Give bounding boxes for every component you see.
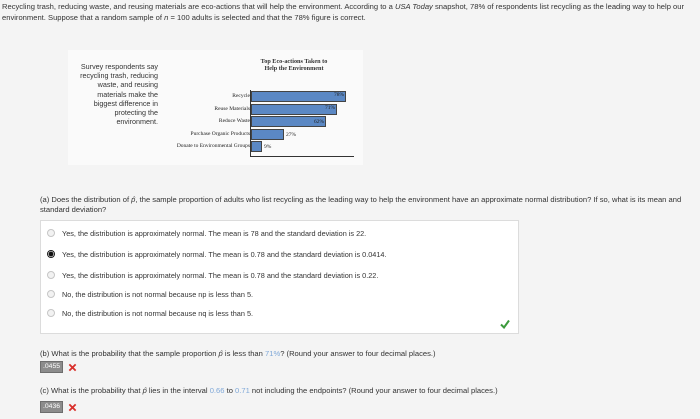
source-name: USA Today <box>394 2 433 11</box>
checkmark-icon <box>500 319 510 329</box>
part-b-question <box>40 349 436 358</box>
figure-caption: Survey respondents say recycling trash, reducing waste, and reusing materials make the biggest difference in protecting the environment. <box>80 62 158 127</box>
category-label: Reuse Materials <box>214 105 250 112</box>
intro-text-2: snapshot, 78% of respondents list recycling as the leading way to help our environment. Suppose that a random sample of <box>2 2 685 22</box>
choice-option[interactable] <box>47 268 517 282</box>
intro-text-3: = 100 adults is selected and that the 78% figure is correct. <box>168 13 366 22</box>
part-c-answer-input[interactable]: .0436 <box>40 401 63 413</box>
category-label: Recycle <box>232 93 250 99</box>
choice-label: Yes, the distribution is approximately normal. The mean is 0.78 and the standard deviation is 0.0414. <box>62 249 387 259</box>
bar-plot-area <box>250 90 354 157</box>
incorrect-x-icon <box>68 363 77 372</box>
p-hat-var: p̂ <box>131 195 136 204</box>
intro-text-1: Recycling trash, reducing waste, and reusing materials are eco-actions that will help the environment. According to a <box>2 2 395 11</box>
choice-option[interactable] <box>47 247 517 261</box>
choice-option[interactable] <box>47 306 517 320</box>
part-b-text-2: is less than <box>222 349 265 358</box>
radio-selected[interactable] <box>47 250 55 258</box>
chart-bar <box>251 91 346 102</box>
part-c-text-3: not including the endpoints? (Round your answer to four decimal places.) <box>249 386 498 395</box>
category-label: Purchase Organic Products <box>190 130 250 137</box>
part-a-text-2: , the sample proportion of adults who list recycling as the leading way to help the environment have an approximate normal distribution? If so, what is its mean and standard deviation? <box>40 195 682 214</box>
choice-label: Yes, the distribution is approximately normal. The mean is 0.78 and the standard deviation is 0.22. <box>62 270 379 280</box>
category-label: Donate to Environmental Groups <box>176 143 250 149</box>
p-hat-var: p̂ <box>218 349 223 358</box>
part-a-text-1: (a) Does the distribution of <box>40 195 132 204</box>
incorrect-x-icon <box>68 403 77 412</box>
bar-value-label: 78% <box>334 92 345 98</box>
part-b-text-1: (b) What is the probability that the sample proportion <box>40 349 219 358</box>
category-label: Reduce Waste <box>218 118 250 124</box>
bar-value-label: 27% <box>286 131 297 138</box>
part-b-value: 71% <box>265 349 281 358</box>
radio-button[interactable] <box>47 229 55 237</box>
choice-label: No, the distribution is not normal because nq is less than 5. <box>62 308 254 318</box>
problem-intro <box>2 1 698 23</box>
chart-title: Top Eco-actions Taken to Help the Environment <box>260 58 328 73</box>
bar-value-label: 71% <box>325 104 336 111</box>
chart-bar <box>251 129 284 140</box>
bar-value-label: 62% <box>314 119 325 125</box>
choice-option[interactable] <box>47 287 517 301</box>
interval-high: 0.71 <box>235 386 250 395</box>
radio-button[interactable] <box>47 271 55 279</box>
sample-size-var: n <box>164 13 169 22</box>
part-c-text-2: lies in the interval <box>146 386 210 395</box>
p-hat-var: p̂ <box>142 386 147 395</box>
survey-figure <box>68 50 363 165</box>
choice-option[interactable] <box>47 226 517 240</box>
interval-low: 0.66 <box>209 386 225 395</box>
choice-label: Yes, the distribution is approximately normal. The mean is 78 and the standard deviation is 22. <box>62 228 367 238</box>
part-c-text-1: (c) What is the probability that <box>40 386 143 395</box>
chart-bar <box>251 141 262 152</box>
interval-to: to <box>224 386 236 395</box>
part-c-question <box>40 386 498 395</box>
part-a-question <box>40 195 695 215</box>
part-b-answer-row <box>40 361 77 373</box>
part-a-choices <box>40 220 519 334</box>
part-b-text-3: ? (Round your answer to four decimal places.) <box>280 349 436 358</box>
part-c-answer-row <box>40 401 77 413</box>
radio-button[interactable] <box>47 309 55 317</box>
bar-value-label: 9% <box>264 144 272 150</box>
choice-label: No, the distribution is not normal because np is less than 5. <box>62 289 254 299</box>
radio-button[interactable] <box>47 290 55 298</box>
part-b-answer-input[interactable]: .0455 <box>40 361 63 373</box>
